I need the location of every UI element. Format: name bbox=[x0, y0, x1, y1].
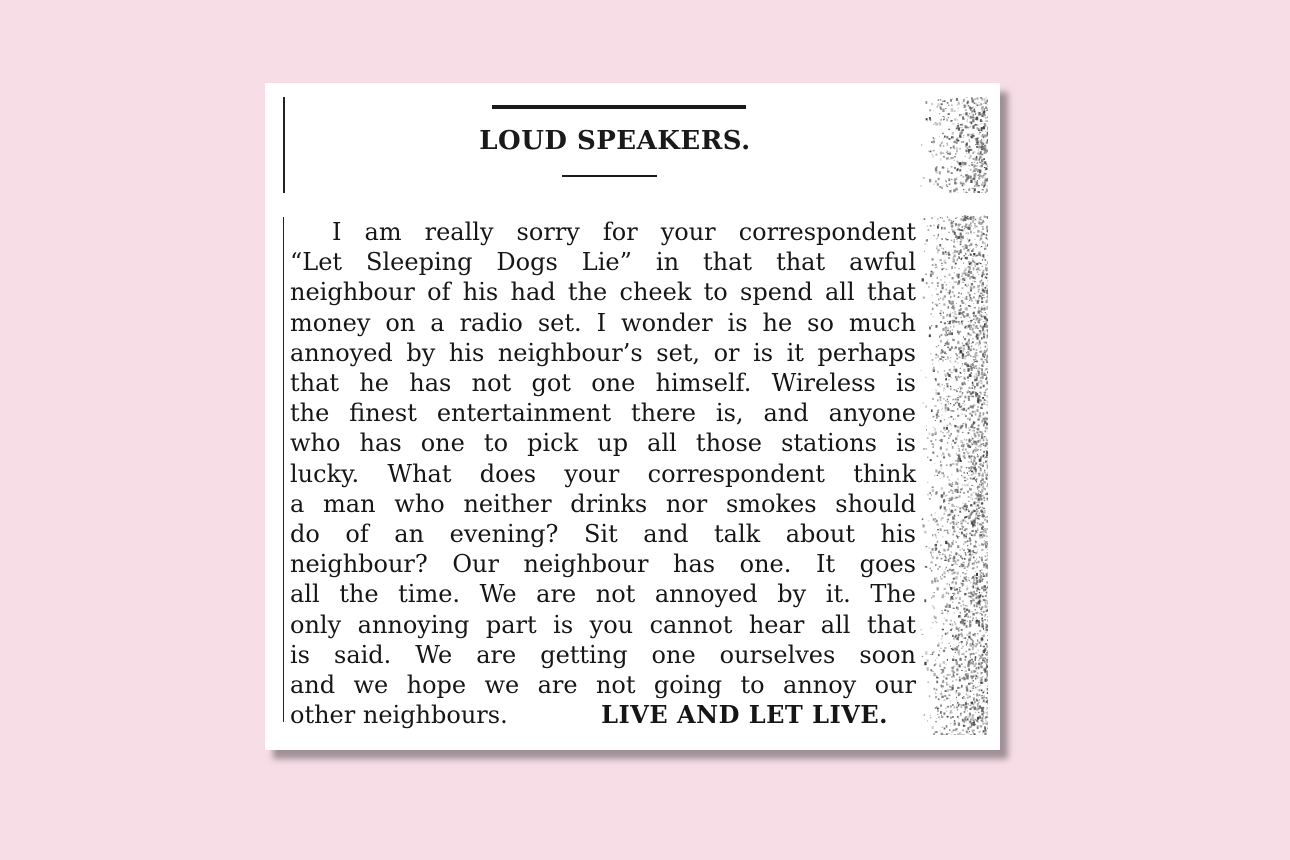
column-rule-upper bbox=[283, 97, 285, 193]
signature: LIVE AND LET LIVE. bbox=[601, 700, 888, 730]
text-line: who has one to pick up all those stations is bbox=[290, 429, 916, 458]
text-line: lucky. What does your correspondent think bbox=[290, 459, 916, 488]
text-line: money on a radio set. I wonder is he so much bbox=[290, 308, 916, 337]
text-line: I am really sorry for your correspondent bbox=[332, 218, 916, 246]
newspaper-clipping bbox=[265, 83, 1000, 750]
letter-body bbox=[290, 217, 916, 730]
closing-text: other neighbours. bbox=[290, 701, 508, 730]
text-line: that he has not got one himself. Wireless is bbox=[290, 369, 916, 398]
text-line: “Let Sleeping Dogs Lie” in that that awful bbox=[290, 248, 916, 277]
text-line: all the time. We are not annoyed by it. The bbox=[290, 580, 916, 609]
closing-line bbox=[290, 700, 888, 730]
text-line: only annoying part is you cannot hear all that bbox=[290, 610, 916, 639]
text-line: and we hope we are not going to annoy our bbox=[290, 671, 916, 700]
print-bleed-texture-lower bbox=[908, 215, 988, 735]
text-line: do of an evening? Sit and talk about his bbox=[290, 520, 916, 549]
text-line: neighbour of his had the cheek to spend all that bbox=[290, 278, 916, 307]
text-line: the finest entertainment there is, and anyone bbox=[290, 399, 916, 428]
text-line: annoyed by his neighbour’s set, or is it perhaps bbox=[290, 338, 916, 367]
headline: LOUD SPEAKERS. bbox=[479, 126, 751, 156]
text-line: neighbour? Our neighbour has one. It goes bbox=[290, 550, 916, 579]
text-line: a man who neither drinks nor smokes should bbox=[290, 489, 916, 518]
column-rule-lower bbox=[283, 217, 284, 722]
text-line: is said. We are getting one ourselves soon bbox=[290, 640, 916, 669]
headline-top-rule bbox=[492, 105, 746, 109]
headline-bottom-rule bbox=[562, 175, 657, 177]
print-bleed-texture-upper bbox=[908, 97, 988, 193]
